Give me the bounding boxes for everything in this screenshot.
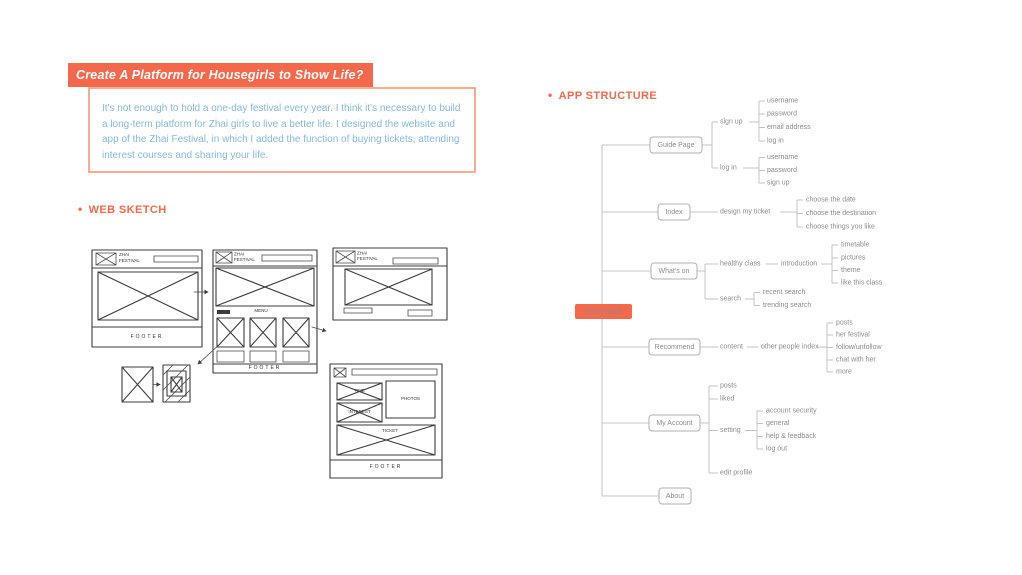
app-structure-label: APP STRUCTURE xyxy=(558,90,658,102)
node-posts: posts xyxy=(720,382,737,390)
logo-x-box xyxy=(96,253,116,265)
leaf-log-in: log in xyxy=(767,137,784,145)
node-liked: liked xyxy=(720,395,735,403)
footer-label: FOOTER xyxy=(369,464,403,470)
hero-image-placeholder xyxy=(98,272,198,320)
leaf-her-festival: her festival xyxy=(836,331,870,339)
leaf-recent-search: recent search xyxy=(763,289,806,296)
node-introduction: introduction xyxy=(781,260,818,268)
bullet-icon: • xyxy=(548,88,553,102)
node-about-label: About xyxy=(665,493,685,500)
node-design-my-ticket: design my ticket xyxy=(720,208,771,216)
leaf-more: more xyxy=(836,368,852,376)
leaf-follow-unfollow: follow/unfollow xyxy=(836,344,882,351)
leaf-theme: theme xyxy=(841,267,861,274)
root-label: zhai festival xyxy=(585,308,622,316)
app-structure-tree xyxy=(555,85,1015,515)
leaf-posts: posts xyxy=(836,319,853,327)
card-caption-2 xyxy=(250,351,276,362)
leaf-username: username xyxy=(767,97,799,105)
leaf-choose-things: choose things you like xyxy=(806,223,875,231)
leaf-timetable: timetable xyxy=(841,241,870,249)
interest-label: INTEREST xyxy=(348,409,371,414)
node-edit-profile: edit profile xyxy=(720,469,753,477)
slide-title-bar xyxy=(68,63,373,87)
logo-text-line2: FESTIVAL xyxy=(357,256,378,261)
logo-x-box xyxy=(216,252,232,263)
node-log-in: log in xyxy=(720,164,737,172)
web-sketch-figure xyxy=(85,240,450,490)
card-placeholder-2 xyxy=(250,318,276,347)
page-frame xyxy=(92,250,202,347)
search-bar-box xyxy=(393,258,438,264)
leaf-choose-destination: choose the destination xyxy=(806,210,877,217)
footer-label: FOOTER xyxy=(248,365,282,371)
tree-box-nodes xyxy=(649,137,702,504)
node-recommend-label: Recommend xyxy=(654,344,695,351)
branch-guide-page xyxy=(720,98,811,187)
logo-x-box xyxy=(334,368,346,377)
leaf-choose-date: choose the date xyxy=(806,196,856,204)
ticket-label: TICKET xyxy=(381,428,399,433)
leaf-like-this-class: like this class xyxy=(841,279,883,287)
leaf-chat-with-her: chat with her xyxy=(836,356,876,364)
photos-label: PHOTOS xyxy=(401,396,420,401)
leaf-password: password xyxy=(767,110,797,118)
web-sketch-heading xyxy=(78,202,167,216)
search-bar-box xyxy=(154,256,198,262)
node-sign-up: sign up xyxy=(720,118,743,126)
small-button-bar xyxy=(217,310,230,314)
leaf-email-address: email address xyxy=(767,124,811,131)
logo-x-box xyxy=(336,251,355,263)
node-setting: setting xyxy=(720,427,741,434)
leaf-pictures: pictures xyxy=(841,254,866,262)
leaf-trending-search: trending search xyxy=(763,302,812,309)
sketch-ticket-wireframe xyxy=(330,364,442,478)
bottom-bar-left xyxy=(344,308,372,313)
sketch-home-wireframe xyxy=(92,250,202,347)
thumb-x-box xyxy=(122,367,153,402)
card-placeholder-3 xyxy=(283,318,309,347)
slide-title: Create A Platform for Housegirls to Show Life? xyxy=(76,68,364,82)
sketch-detail-wireframe xyxy=(333,248,447,320)
branch-whats-on xyxy=(720,242,883,310)
description-text: It's not enough to hold a one-day festival every year. I think it's necessary to build a long-term platform for Zhai girls to live a better life. I designed the website and app of the Zhai Festival, in which I added the function of buying tickets, attending interest courses and sharing your life. xyxy=(102,103,461,161)
arrow-listing-to-detail xyxy=(312,327,326,331)
leaf-password: password xyxy=(767,167,797,174)
leaf-account-security: account security xyxy=(766,407,817,415)
page-frame xyxy=(333,248,447,320)
logo-text-line1: ZHAI xyxy=(357,250,368,256)
search-bar-box xyxy=(262,255,312,261)
leaf-username: username xyxy=(767,154,799,161)
logo-text-line1: ZHAI xyxy=(234,251,245,257)
menu-label: MENU xyxy=(254,308,268,313)
leaf-general: general xyxy=(766,420,790,427)
tree-root-node xyxy=(575,304,632,319)
branch-recommend xyxy=(720,320,882,376)
leaf-help-feedback: help & feedback xyxy=(766,433,817,440)
branch-my-account xyxy=(720,383,817,477)
node-guide-page-label: Guide Page xyxy=(657,142,695,149)
web-sketch-label: WEB SKETCH xyxy=(88,204,167,216)
node-healthy-class: healthy class xyxy=(720,260,761,268)
footer-label: FOOTER xyxy=(130,334,164,340)
description-box xyxy=(88,87,476,173)
sketch-listing-wireframe xyxy=(213,250,317,373)
logo-text-line1: ZHAI xyxy=(119,252,130,257)
node-other-people-index: other people index xyxy=(761,343,819,351)
node-index-label: Index xyxy=(665,209,683,216)
logo-text-line2: FESTIVAL xyxy=(234,257,255,262)
node-my-account-label: My Account xyxy=(656,420,693,427)
bottom-bar-right xyxy=(408,310,432,316)
logo-text-line2: FESTIVAL xyxy=(119,258,140,263)
leaf-sign-up: sign up xyxy=(767,179,790,187)
node-content: content xyxy=(720,343,743,351)
bullet-icon: • xyxy=(78,202,83,216)
card-caption-3 xyxy=(283,351,309,362)
card-caption-1 xyxy=(217,351,244,362)
leaf-log-out: log out xyxy=(766,445,788,453)
hero-image-placeholder xyxy=(345,269,432,305)
sketch-thumbnails xyxy=(122,365,190,402)
time-label: TIME xyxy=(354,388,365,393)
nav-bar-box xyxy=(352,369,437,375)
node-whats-on-label: What's on xyxy=(658,268,690,275)
hero-image-placeholder xyxy=(216,268,314,306)
node-search: search xyxy=(720,295,742,303)
